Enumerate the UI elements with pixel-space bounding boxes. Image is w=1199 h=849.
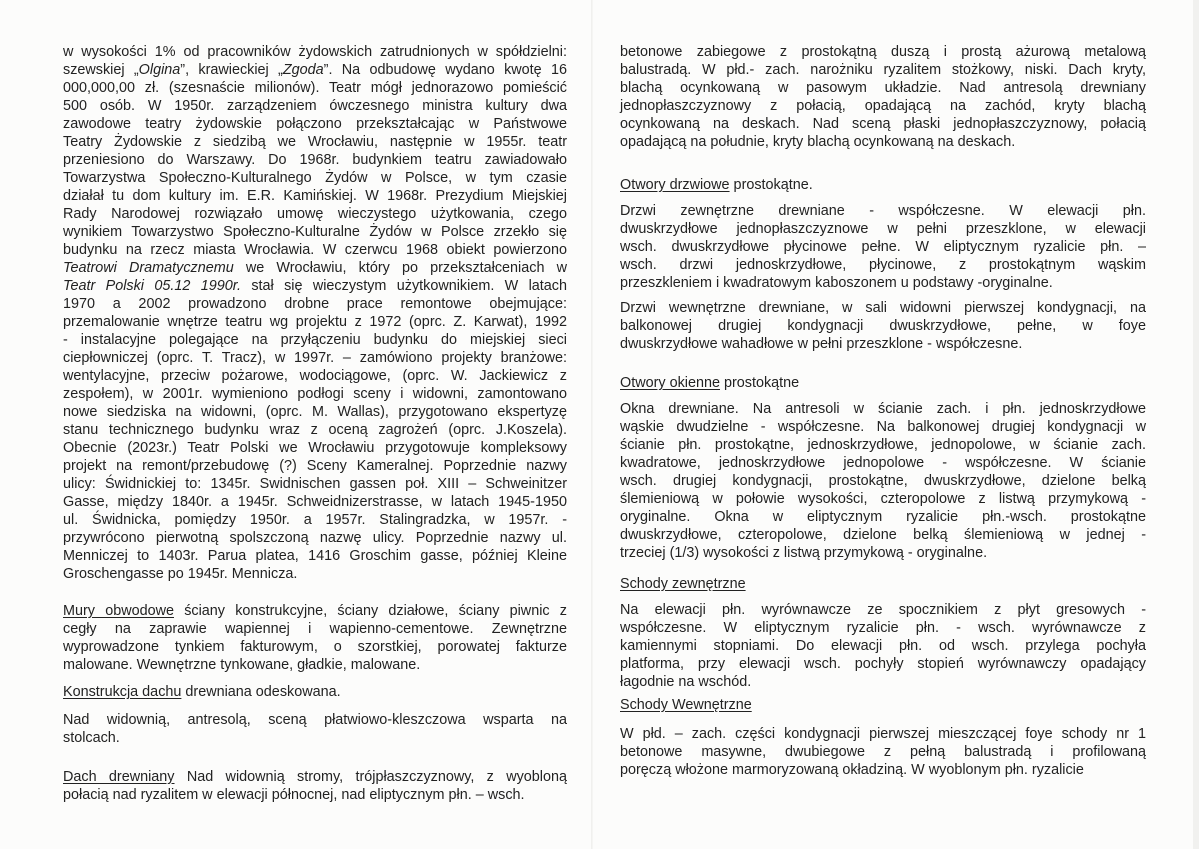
text-line: 500 osób. W 1950r. zarządzeniem ówczesnego ministra kultury dwa bbox=[63, 98, 567, 114]
text-line: W płd. – zach. części kondygnacji pierwszej mieszczącej foye schody nr 1 bbox=[620, 726, 1146, 742]
text-line: połacią nad ryzalitem w elewacji północnej, nad eliptycznym płn. – wsch. bbox=[63, 787, 525, 803]
text-line: 1970 a 2002 prowadzono drobne prace remontowe obejmujące: bbox=[63, 296, 567, 312]
roof-structure-detail-paragraph bbox=[63, 711, 567, 747]
walls-paragraph bbox=[63, 602, 567, 674]
text-line: współczesne. W eliptycznym ryzalicie płn. - wsch. wyrównawcze z bbox=[620, 620, 1146, 636]
text-line: ciepłowniczej (oprc. T. Tracz), w 1997r. – zamówiono projekty branżowe: bbox=[63, 350, 567, 366]
text-segment: prostokątne. bbox=[729, 177, 813, 193]
text-line: balkonowej drugiej kondygnacji dwuskrzydłowe, pełne, w foye bbox=[620, 318, 1146, 334]
text-line: projekt na remont/przebudowę (?) Sceny Kameralnej. Poprzednie nazwy bbox=[63, 458, 567, 474]
text-line: nowe siedziska na widowni, (oprc. M. Wallas), przygotowano ekspertyzę bbox=[63, 404, 567, 420]
text-line: poręczą włożone marmoryzowaną okładziną. W wyoblonym płn. ryzalicie bbox=[620, 762, 1084, 778]
text-line: jednopłaszczyznowy z połacią, opadającą na zachód, kryty blachą bbox=[620, 98, 1146, 114]
text-segment: ”, krawieckiej „ bbox=[180, 62, 283, 78]
text-line bbox=[63, 768, 567, 786]
text-line: Gasse, między 1840r. a 1945r. Schweidnizerstrasse, w latach 1945-1950 bbox=[63, 494, 567, 510]
exterior-doors-paragraph bbox=[620, 202, 1146, 292]
text-line: - instalacyjne polegające na przyłączeniu budynku do miejskiej sieci bbox=[63, 332, 567, 348]
text-line bbox=[63, 602, 567, 620]
text-line: Na elewacji płn. wyrównawcze ze spocznikiem z płyt gresowych - bbox=[620, 602, 1146, 618]
text-line: ścianie płn. prostokątne, jednoskrzydłowe, jednopolowe, w ścianie zach. bbox=[620, 437, 1146, 453]
section-heading: Otwory drzwiowe bbox=[620, 177, 730, 193]
italic-text: Teatrowi Dramatycznemu bbox=[63, 260, 234, 276]
italic-text: Teatr Polski 05.12 1990r. bbox=[63, 278, 241, 294]
text-line bbox=[620, 374, 1146, 392]
text-line: Rady Narodowej rozwiązało umowę wieczystego użytkowania, czego bbox=[63, 206, 567, 222]
text-line: stolcach. bbox=[63, 730, 120, 746]
text-line: wsch. dwuskrzydłowe płycinowe pełne. W eliptycznym ryzalicie płn. – bbox=[620, 239, 1146, 255]
italic-text: Olgina bbox=[138, 62, 181, 78]
text-line: działał tu dom kultury im. E.R. Kamińskiej. W 1968r. Prezydium Miejskiej bbox=[63, 188, 567, 204]
wooden-roof-paragraph bbox=[63, 768, 567, 804]
text-line: zawodowe teatry żydowskie połączono przekształcając w Państwowe bbox=[63, 116, 567, 132]
text-line: balustradą. W płd.- zach. narożniku ryzalitem stożkowy, niski. Dach kryty, bbox=[620, 62, 1146, 78]
text-line: oryginalne. Okna w eliptycznym ryzalicie płn.-wsch. prostokątne bbox=[620, 509, 1146, 525]
text-line: Menniczej to 1403r. Parua platea, 1416 Groschim gasse, później Kleine bbox=[63, 548, 567, 564]
text-line: budynku na rzecz miasta Wrocławia. W czerwcu 1968 obiekt powierzono bbox=[63, 242, 567, 258]
section-heading: Konstrukcja dachu bbox=[63, 684, 182, 700]
text-line: opadającą na południe, kryty blachą ocynkowaną na deskach. bbox=[620, 134, 1016, 150]
text-line: przeszkleniem i kwadratowym kaboszonem u podstawy -oryginalne. bbox=[620, 275, 1053, 291]
text-line: platforma, przy elewacji wsch. pochyły stopień wyrównawczy opadający bbox=[620, 656, 1146, 672]
text-segment: ściany konstrukcyjne, ściany działowe, ściany piwnic z bbox=[174, 603, 567, 619]
text-line: betonowe masywne, dwubiegowe z pełną balustradą i profilowaną bbox=[620, 744, 1146, 760]
section-heading: Mury obwodowe bbox=[63, 603, 174, 619]
text-line: wąskie dwudzielne - współczesne. Na balkonowej drugiej kondygnacji w bbox=[620, 419, 1146, 435]
text-line bbox=[63, 683, 567, 701]
text-line: Obecnie (2023r.) Teatr Polski we Wrocławiu przygotowuje kompleksowy bbox=[63, 440, 567, 456]
text-line: wentylacyjne, przeciw pożarowe, wodociągowe, (oprc. W. Jackiewicz z bbox=[63, 368, 567, 384]
text-line: kwadratowe, jednoskrzydłowe jednopolowe - współczesne. W ścianie bbox=[620, 455, 1146, 471]
text-line: wyprowadzone tynkiem fakturowym, o szorstkiej, porowatej fakturze bbox=[63, 639, 567, 655]
text-segment: prostokątne bbox=[719, 375, 800, 391]
page-edge bbox=[1193, 0, 1199, 849]
windows-paragraph bbox=[620, 400, 1146, 562]
text-line: stanu technicznego budynku wraz z oceną zagrożeń (oprc. J.Koszela). bbox=[63, 422, 567, 438]
text-line: Towarzystwa Społeczno-Kulturalnego Żydów w Polsce, w tym czasie bbox=[63, 170, 567, 186]
section-heading: Otwory okienne bbox=[620, 375, 720, 391]
text-line: Groschengasse po 1945r. Mennicza. bbox=[63, 566, 298, 582]
text-line: Drzwi zewnętrzne drewniane - współczesne. W elewacji płn. bbox=[620, 203, 1146, 219]
text-line: łagodnie na wschód. bbox=[620, 674, 752, 690]
text-line bbox=[63, 277, 567, 295]
text-line: ślemieniową w połowie wysokości, czteropolowe z listwą przymykową - bbox=[620, 491, 1146, 507]
interior-doors-paragraph bbox=[620, 299, 1146, 353]
text-segment: drewniana odeskowana. bbox=[181, 684, 341, 700]
text-line: wsch. drugiej kondygnacji, prostokątne, dwuskrzydłowe, dzielone belką bbox=[620, 473, 1146, 489]
text-segment: Nad widownią stromy, trójpłaszczyznowy, z wyobloną bbox=[174, 769, 568, 785]
text-line: wsch. drzwi jednoskrzydłowe, płycinowe, z prostokątnym wąskim bbox=[620, 257, 1146, 273]
text-segment: ”. Na odbudowę wydano kwotę 16 bbox=[323, 62, 567, 78]
interior-stairs-heading bbox=[620, 696, 1146, 714]
section-heading: Dach drewniany bbox=[63, 769, 175, 785]
text-line: przywrócono pierwotną spolszczoną nazwę ulicy. Poprzednie nazwy ul. bbox=[63, 530, 567, 546]
text-line: zespołem), w 2001r. wymieniono podłogi sceny i widowni, zamontowano bbox=[63, 386, 567, 402]
window-openings-heading bbox=[620, 374, 1146, 392]
text-line: przeniesiono do Warszawy. Do 1968r. budynkiem teatru zawiadowało bbox=[63, 152, 567, 168]
exterior-stairs-paragraph bbox=[620, 601, 1146, 691]
text-line bbox=[620, 176, 1146, 194]
text-line: ocynkowaną na deskach. Nad sceną płaski jednopłaszczyznowy, połacią bbox=[620, 116, 1146, 132]
text-line: 000,000,00 zł. (szesnaście milionów). Teatr mógł jednorazowo pomieścić bbox=[63, 80, 567, 96]
page-fold-divider bbox=[591, 0, 593, 849]
text-line: ul. Świdnicka, pomiędzy 1950r. a 1957r. Stalingradzka, w 1957r. - bbox=[63, 512, 567, 528]
text-line: dwuskrzydłowe wahadłowe w pełni przeszklone - współczesne. bbox=[620, 336, 1023, 352]
text-line bbox=[63, 259, 567, 277]
roof-continued-paragraph bbox=[620, 43, 1146, 151]
text-line bbox=[63, 61, 567, 79]
italic-text: Zgoda bbox=[282, 62, 324, 78]
text-line: betonowe zabiegowe z prostokątną duszą i prostą ażurową metalową bbox=[620, 44, 1146, 60]
text-line: kamiennymi stopniami. Do elewacji płn. od wsch. przylega pochyła bbox=[620, 638, 1146, 654]
text-segment: szewskiej „ bbox=[63, 62, 139, 78]
text-line: cegły na zaprawie wapiennej i wapienno-cementowe. Zewnętrzne bbox=[63, 621, 567, 637]
text-line: dwuskrzydłowe, czteropolowe, dzielone belką ślemieniową w jednej - bbox=[620, 527, 1146, 543]
text-line: trzeciej (1/3) wysokości z listwą przymykową - oryginalne. bbox=[620, 545, 988, 561]
text-line: Nad widownią, antresolą, sceną płatwiowo-kleszczowa wsparta na bbox=[63, 712, 567, 728]
text-segment: we Wrocławiu, który po przekształceniach w bbox=[233, 260, 567, 276]
history-paragraph bbox=[63, 43, 567, 583]
text-line bbox=[620, 575, 1146, 593]
section-heading: Schody Wewnętrzne bbox=[620, 697, 752, 713]
text-line: wynikiem Towarzystwo Społeczno-Kulturalne Żydów w Polsce zrzekło się bbox=[63, 224, 567, 240]
text-line: ulicy: Świdnickiej to: 1345r. Swidnischen gassen poł. XIII – Schweinitzer bbox=[63, 476, 567, 492]
section-heading: Schody zewnętrzne bbox=[620, 576, 746, 592]
exterior-stairs-heading bbox=[620, 575, 1146, 593]
text-line: blachą ocynkowaną w pasowym układzie. Nad antresolą drewniany bbox=[620, 80, 1146, 96]
text-line: Okna drewniane. Na antresoli w ścianie zach. i płn. jednoskrzydłowe bbox=[620, 401, 1146, 417]
text-line: dwuskrzydłowe jednopłaszczyznowe w pełni przeszklone, w elewacji bbox=[620, 221, 1146, 237]
text-line bbox=[620, 696, 1146, 714]
text-line: Teatry Żydowskie z siedzibą we Wrocławiu, następnie w 1955r. teatr bbox=[63, 134, 567, 150]
text-line: w wysokości 1% od pracowników żydowskich zatrudnionych w spółdzielni: bbox=[63, 44, 567, 60]
text-line: przemalowanie wnętrze teatru wg projektu z 1972 (oprc. Z. Karwat), 1992 bbox=[63, 314, 567, 330]
text-line: Drzwi wewnętrzne drewniane, w sali widowni pierwszej kondygnacji, na bbox=[620, 300, 1146, 316]
text-segment: stał się wieczystym użytkownikiem. W latach bbox=[241, 278, 567, 294]
door-openings-heading bbox=[620, 176, 1146, 194]
text-line: malowane. Wewnętrzne tynkowane, gładkie, malowane. bbox=[63, 657, 421, 673]
interior-stairs-paragraph bbox=[620, 725, 1146, 779]
roof-structure-paragraph bbox=[63, 683, 567, 701]
